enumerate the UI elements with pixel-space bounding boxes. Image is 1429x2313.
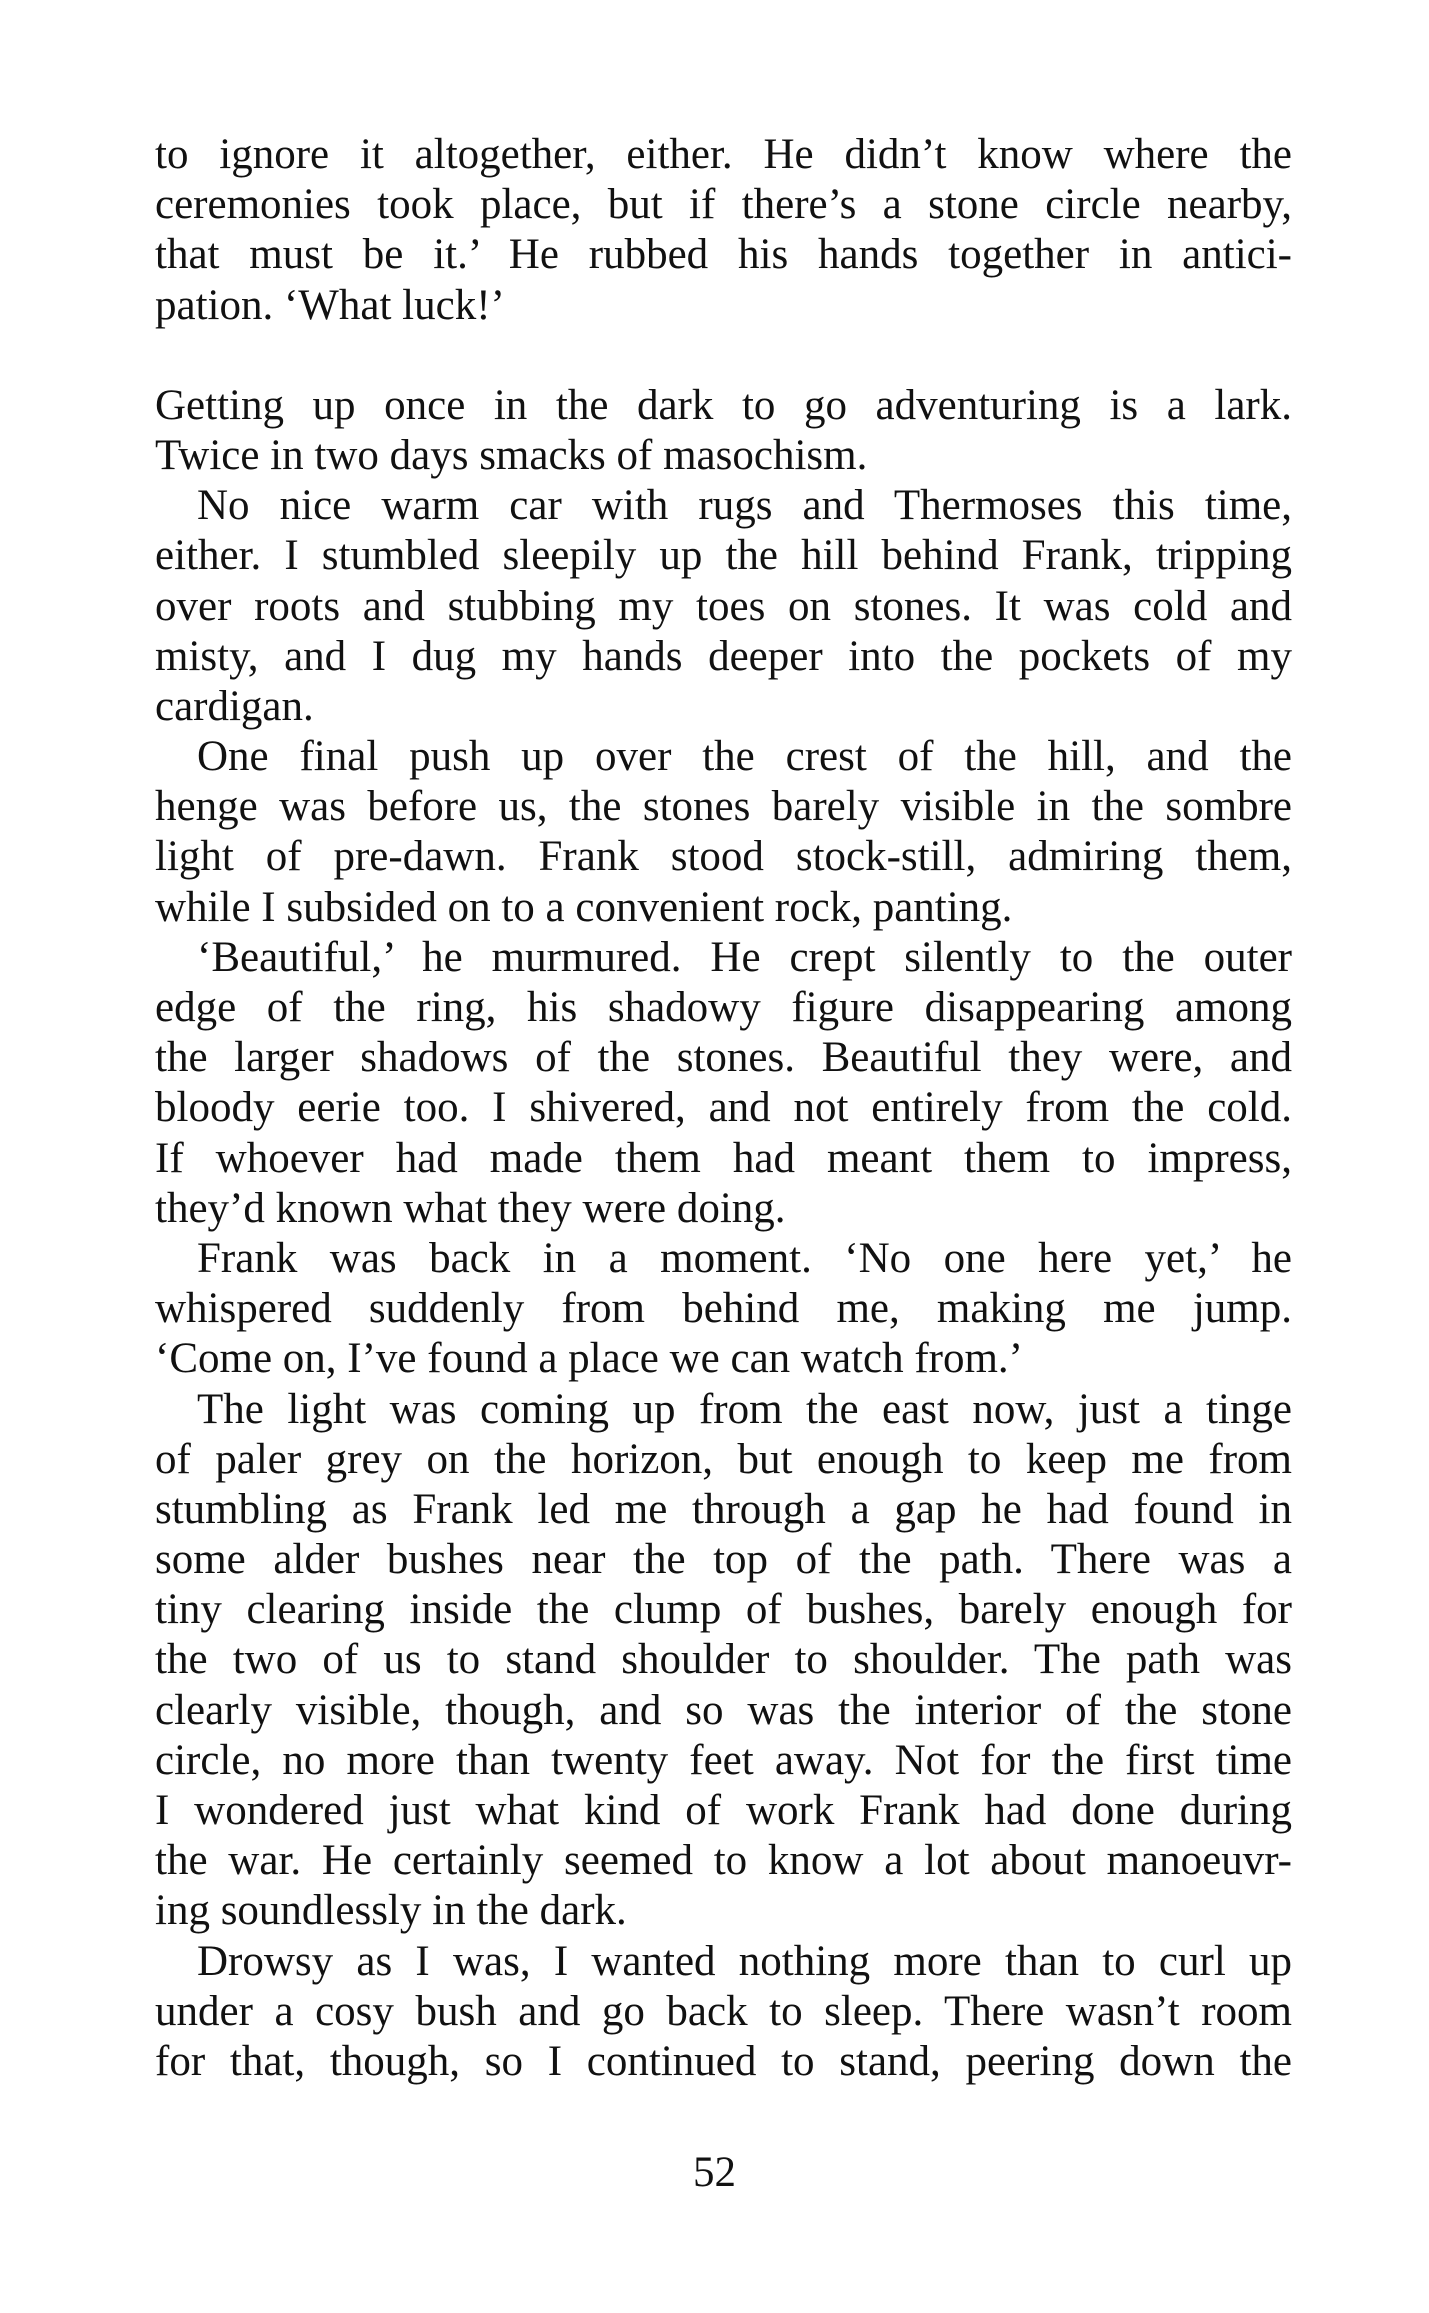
text-line: pation. ‘What luck!’ <box>155 281 505 329</box>
page-number: 52 <box>693 2149 736 2196</box>
text-line: the two of us to stand shoulder to shoulder. The path was <box>155 1636 1292 1684</box>
text-line: ceremonies took place, but if there’s a stone circle nearby, <box>155 181 1292 229</box>
text-line: edge of the ring, his shadowy figure disappearing among <box>155 984 1292 1031</box>
text-line: the war. He certainly seemed to know a lot about manoeuvr- <box>155 1837 1292 1885</box>
text-line: stumbling as Frank led me through a gap he had found in <box>155 1485 1292 1533</box>
text-line: whispered suddenly from behind me, making me jump. <box>155 1285 1292 1333</box>
text-line: bloody eerie too. I shivered, and not entirely from the cold. <box>155 1084 1292 1132</box>
text-line: clearly visible, though, and so was the interior of the stone <box>155 1686 1292 1734</box>
body-text <box>155 130 1292 2087</box>
section-break <box>155 331 1292 381</box>
paragraph <box>155 381 1292 481</box>
text-line: light of pre-dawn. Frank stood stock-still, admiring them, <box>155 833 1292 881</box>
text-line: Frank was back in a moment. ‘No one here yet,’ he <box>197 1234 1292 1282</box>
paragraph <box>155 130 1292 331</box>
text-line: of paler grey on the horizon, but enough to keep me from <box>155 1435 1292 1483</box>
text-line: ‘Beautiful,’ he murmured. He crept silently to the outer <box>197 933 1292 981</box>
text-line: Drowsy as I was, I wanted nothing more than to curl up <box>197 1937 1292 1985</box>
text-line: some alder bushes near the top of the path. There was a <box>155 1536 1292 1584</box>
text-line: they’d known what they were doing. <box>155 1184 786 1232</box>
text-line: either. I stumbled sleepily up the hill behind Frank, tripping <box>155 532 1292 580</box>
text-line: ‘Come on, I’ve found a place we can watch from.’ <box>155 1335 1023 1383</box>
text-line: I wondered just what kind of work Frank had done during <box>155 1787 1292 1834</box>
text-line: henge was before us, the stones barely visible in the sombre <box>155 783 1292 831</box>
text-line: the larger shadows of the stones. Beautiful they were, and <box>155 1034 1292 1082</box>
paragraph <box>155 732 1292 933</box>
text-line: over roots and stubbing my toes on stones. It was cold and <box>155 582 1292 630</box>
text-line: to ignore it altogether, either. He didn’t know where the <box>155 131 1292 178</box>
paragraph <box>155 1234 1292 1385</box>
text-line: If whoever had made them had meant them to impress, <box>155 1134 1292 1182</box>
text-line: One final push up over the crest of the hill, and the <box>197 733 1292 781</box>
paragraph <box>155 933 1292 1234</box>
text-line: cardigan. <box>155 682 314 730</box>
text-line: misty, and I dug my hands deeper into the pockets of my <box>155 632 1292 680</box>
text-line: Getting up once in the dark to go adventuring is a lark. <box>155 381 1292 429</box>
text-line: circle, no more than twenty feet away. Not for the first time <box>155 1736 1292 1784</box>
text-line: under a cosy bush and go back to sleep. There wasn’t room <box>155 1987 1292 2035</box>
paragraph <box>155 1937 1292 2088</box>
text-line: for that, though, so I continued to stand, peering down the <box>155 2037 1292 2085</box>
text-line: that must be it.’ He rubbed his hands together in antici- <box>155 231 1292 279</box>
text-line: ing soundlessly in the dark. <box>155 1887 627 1935</box>
text-line: No nice warm car with rugs and Thermoses this time, <box>197 482 1292 530</box>
text-line: tiny clearing inside the clump of bushes, barely enough for <box>155 1586 1292 1634</box>
paragraph <box>155 481 1292 732</box>
text-line: Twice in two days smacks of masochism. <box>155 431 868 479</box>
text-line: The light was coming up from the east now, just a tinge <box>197 1385 1292 1433</box>
paragraph <box>155 1385 1292 1937</box>
text-line: while I subsided on to a convenient rock, panting. <box>155 883 1013 931</box>
